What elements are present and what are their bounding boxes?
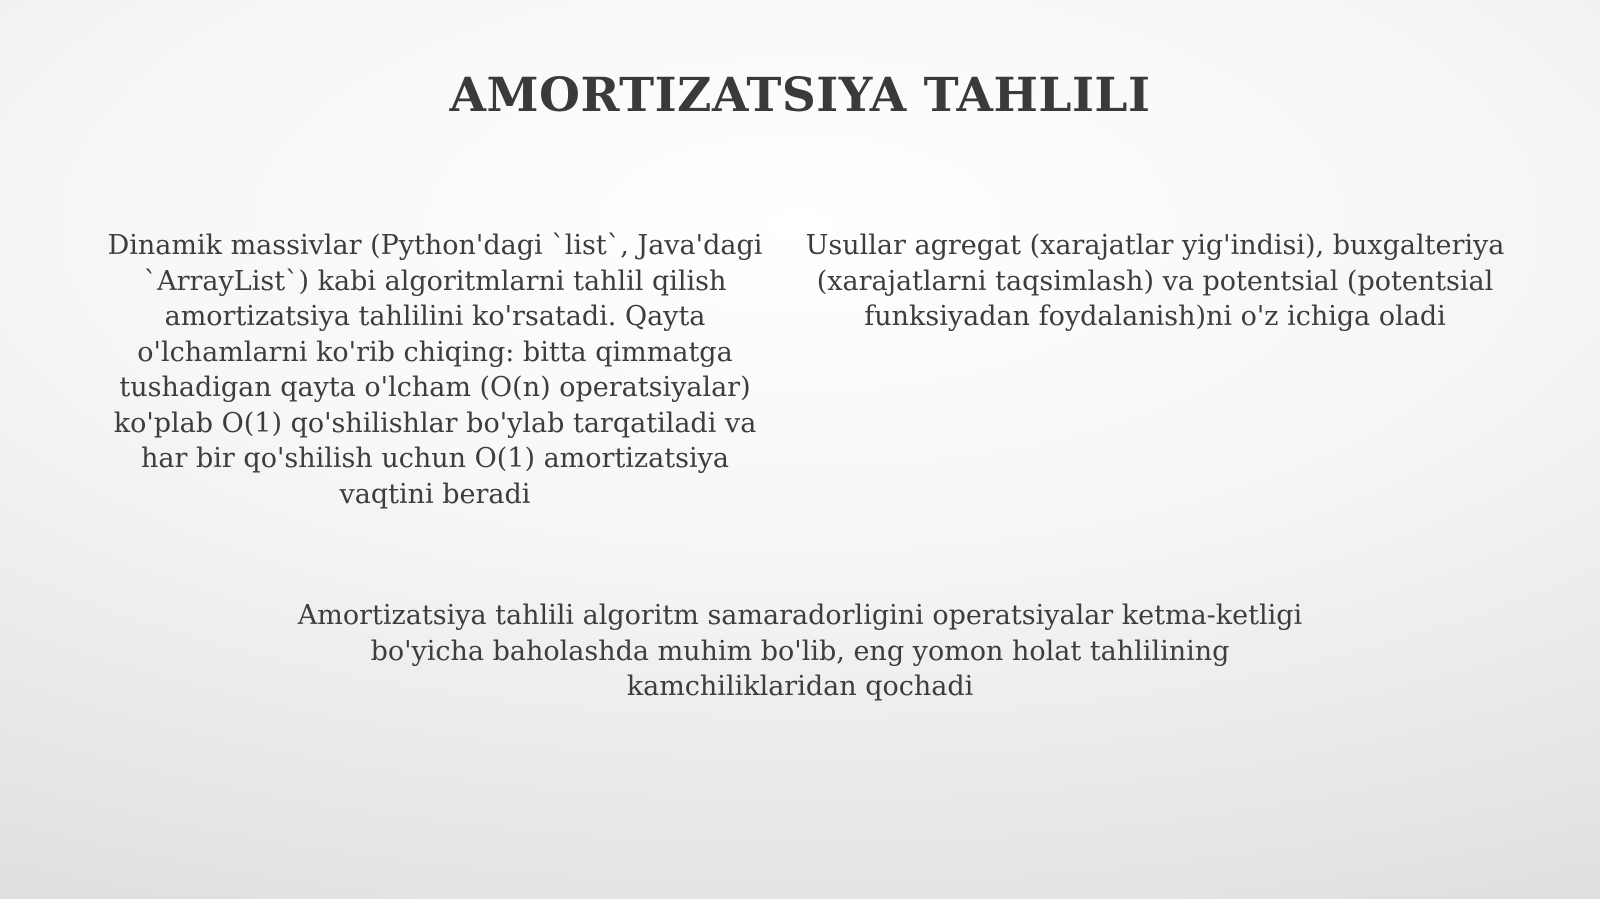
left-text-block: Dinamik massivlar (Python'dagi `list`, Java'dagi `ArrayList`) kabi algoritmlarni tahlil qilish amortizatsiya tahlilini ko'rsatadi. Qayta o'lchamlarni ko'rib chiqing: bitta qimmatga tushadigan qayta o'lcham (O(n) operatsiyalar) ko'plab O(1) qo'shilishlar bo'ylab tarqatiladi va har bir qo'shilish uchun O(1) amortizatsiya vaqtini beradi [107,230,763,510]
bottom-text-block: Amortizatsiya tahlili algoritm samaradorligini operatsiyalar ketma-ketligi bo'yicha baholashda muhim bo'lib, eng yomon holat tahlilining kamchiliklaridan qochadi [297,600,1303,702]
right-text-block: Usullar agregat (xarajatlar yig'indisi), buxgalteriya (xarajatlarni taqsimlash) va potentsial (potentsial funksiyadan foydalanish)ni o'z ichiga oladi [805,230,1505,332]
slide-title: AMORTIZATSIYA TAHLILI [449,68,1151,123]
